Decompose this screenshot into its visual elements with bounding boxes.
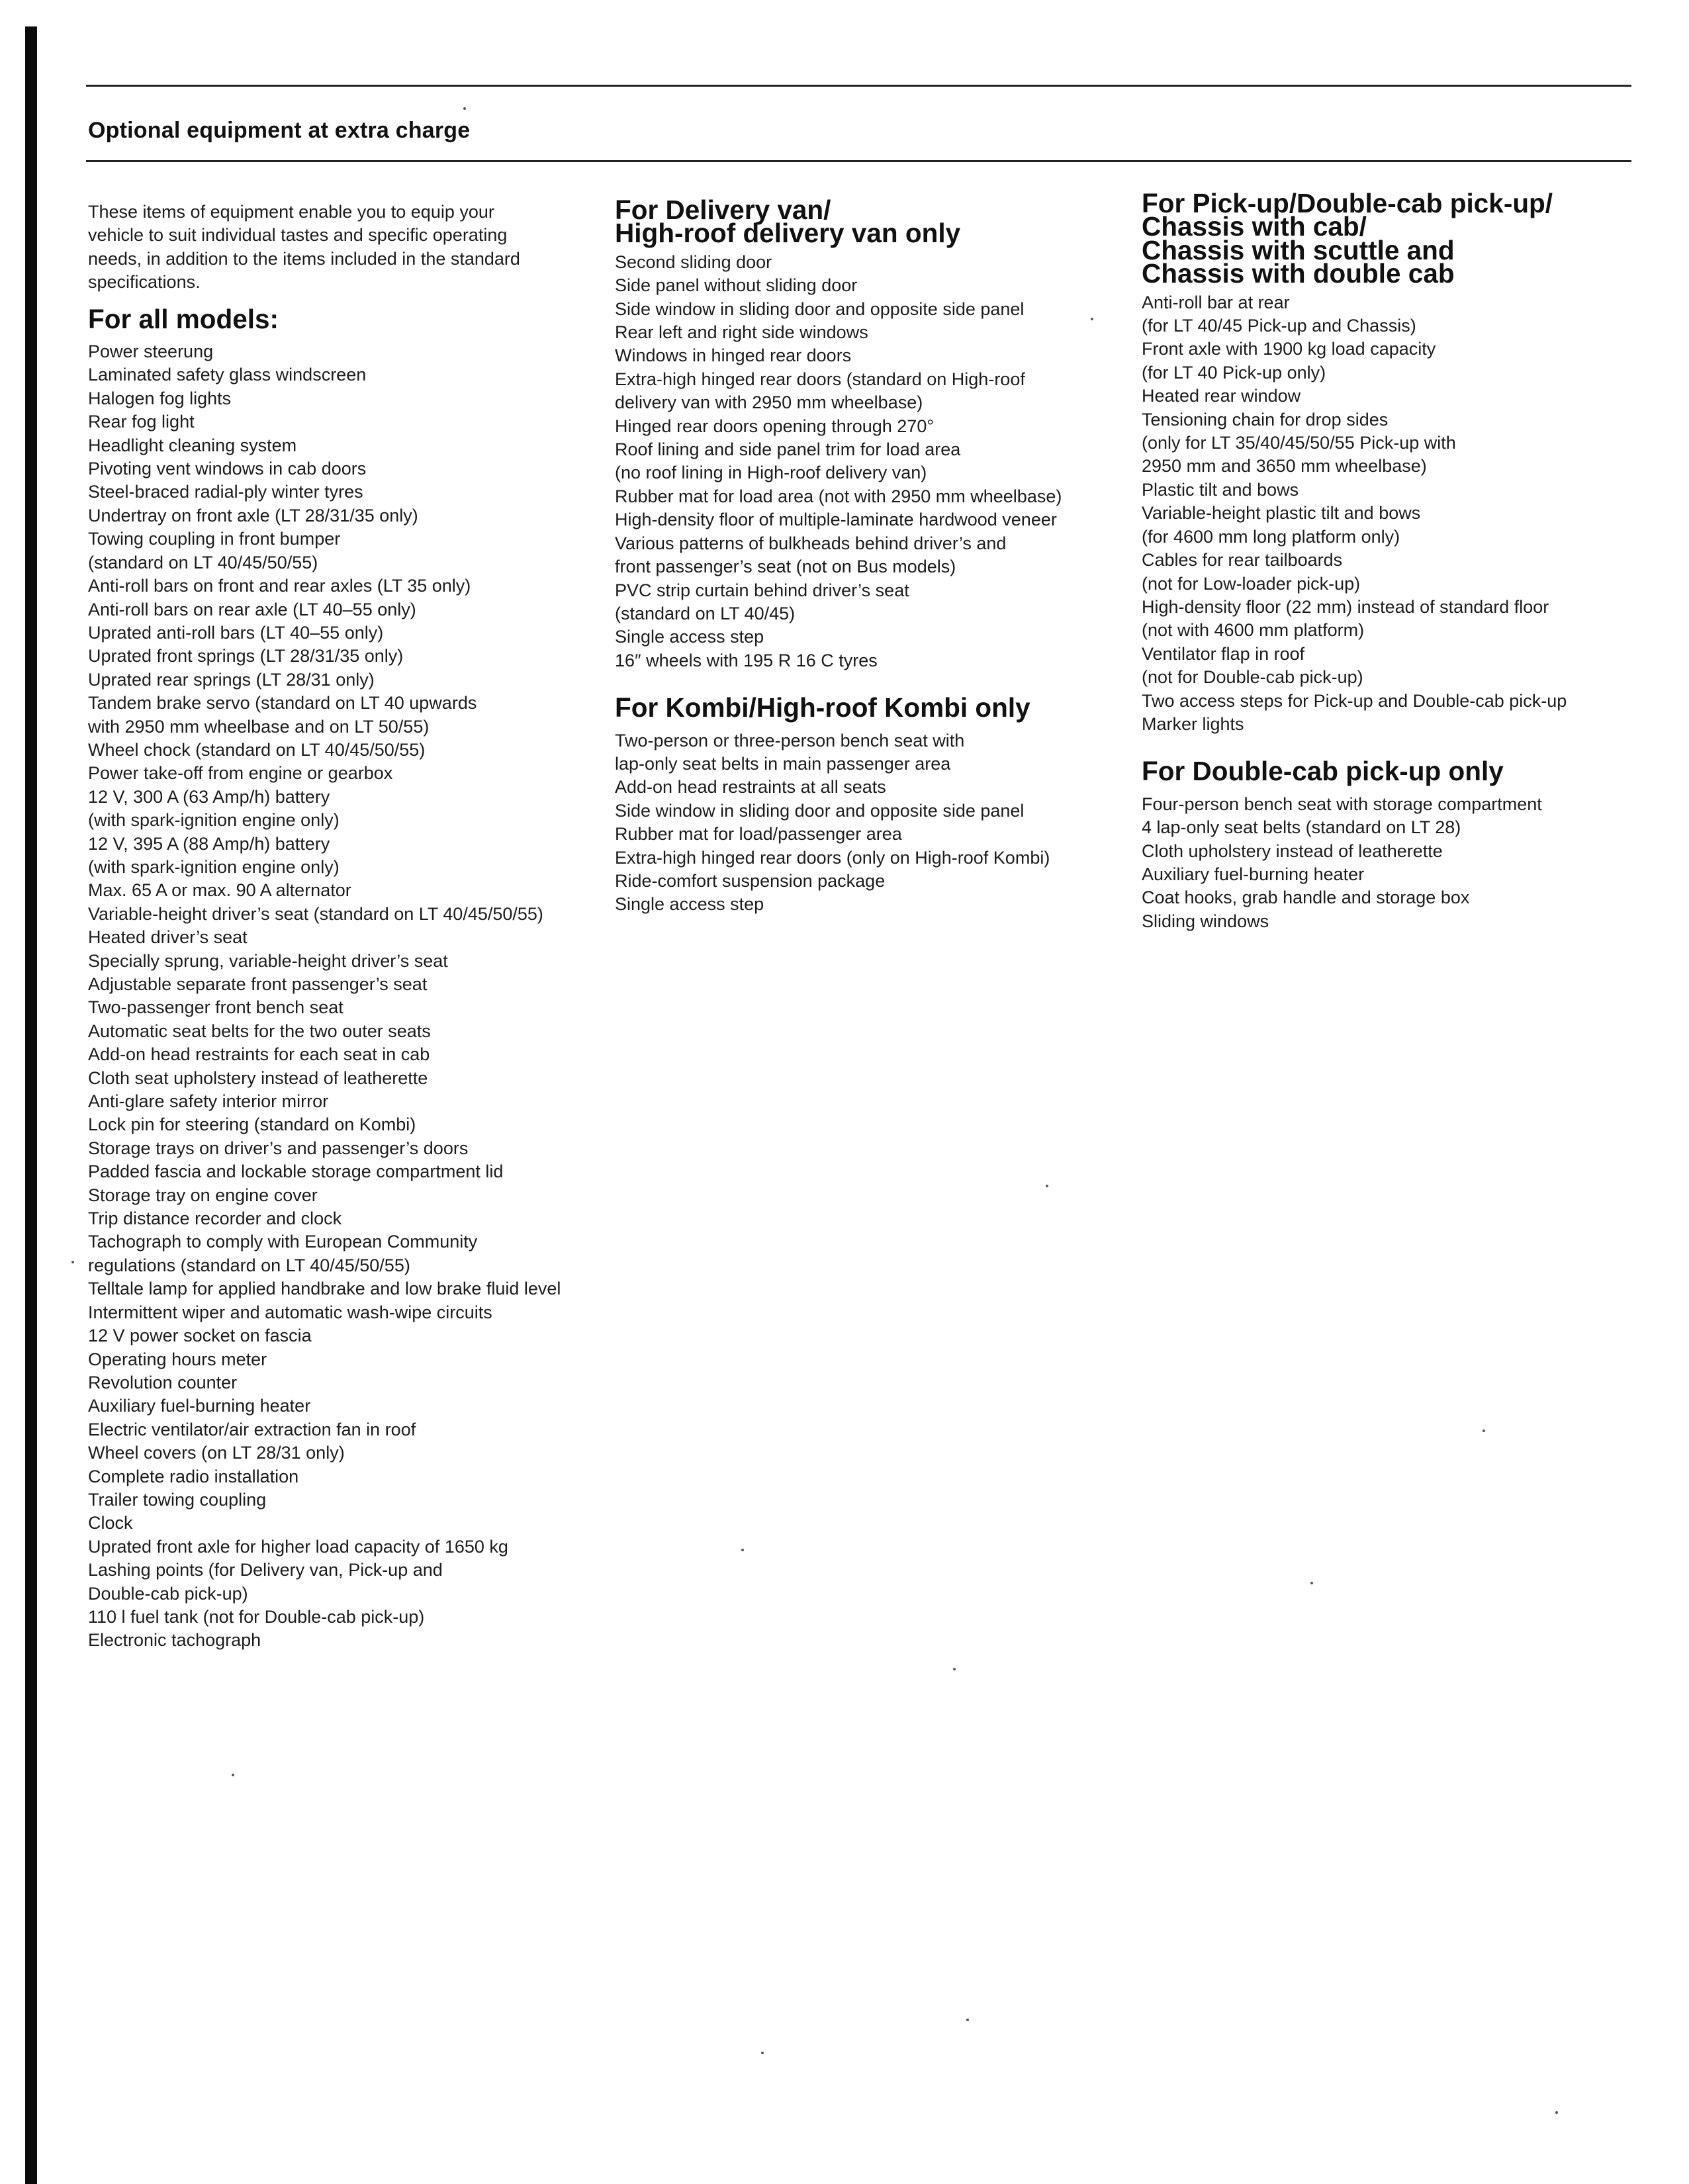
equipment-item-line: Uprated rear springs (LT 28/31 only) [88, 669, 375, 690]
equipment-item-line: (with spark-ignition engine only) [88, 856, 340, 877]
equipment-item [88, 833, 617, 880]
equipment-item [88, 527, 617, 574]
double-cab-list [1142, 793, 1618, 933]
equipment-item [615, 438, 1144, 485]
scan-speck [761, 2052, 764, 2054]
heading-line: High-roof delivery van only [615, 218, 961, 249]
equipment-item-line: Anti-roll bar at rear [1142, 292, 1290, 312]
equipment-item [88, 1629, 617, 1652]
equipment-item [1142, 385, 1618, 408]
equipment-item [88, 786, 617, 833]
equipment-item-line: Revolution counter [88, 1372, 238, 1392]
equipment-item [615, 532, 1144, 579]
equipment-item [88, 1418, 617, 1441]
all-models-list [88, 340, 617, 1653]
equipment-item-line: 4 lap-only seat belts (standard on LT 28) [1142, 817, 1461, 838]
equipment-item-line: Electric ventilator/air extraction fan in roof [88, 1419, 416, 1439]
equipment-item [1142, 502, 1618, 549]
intro-line: vehicle to suit individual tastes and specific operating [88, 225, 508, 246]
equipment-item-line: (standard on LT 40/45) [615, 603, 796, 623]
equipment-item [615, 579, 1144, 626]
equipment-item-line: Towing coupling in front bumper [88, 529, 341, 549]
equipment-item-line: Anti-roll bars on front and rear axles (LT 35 only) [88, 576, 471, 596]
equipment-item [88, 363, 617, 387]
equipment-item [88, 387, 617, 410]
equipment-item [88, 692, 617, 739]
equipment-item-line: Roof lining and side panel trim for load area [615, 439, 961, 460]
equipment-item-line: Double-cab pick-up) [88, 1583, 248, 1604]
equipment-item [88, 1067, 617, 1090]
equipment-item-line: Marker lights [1142, 713, 1244, 734]
equipment-item-line: Heated rear window [1142, 386, 1301, 406]
equipment-item [1142, 408, 1618, 478]
equipment-item-line: (for 4600 mm long platform only) [1142, 526, 1400, 547]
equipment-item [88, 1371, 617, 1394]
equipment-item-line: Uprated front axle for higher load capacity of 1650 kg [88, 1536, 508, 1557]
equipment-item-line: Sliding windows [1142, 911, 1269, 931]
equipment-item-line: Hinged rear doors opening through 270° [615, 416, 935, 436]
equipment-item [88, 1324, 617, 1347]
intro-line: These items of equipment enable you to equip your [88, 202, 494, 222]
equipment-item-line: 2950 mm and 3650 mm wheelbase) [1142, 456, 1427, 477]
equipment-item [88, 1606, 617, 1629]
equipment-item-line: Extra-high hinged rear doors (only on High-roof Kombi) [615, 847, 1050, 868]
equipment-item-line: Various patterns of bulkheads behind driver’s and [615, 533, 1007, 553]
equipment-item-line: Wheel chock (standard on LT 40/45/50/55) [88, 739, 426, 760]
equipment-item [88, 645, 617, 668]
equipment-item [88, 1394, 617, 1418]
equipment-item [1142, 690, 1618, 713]
heading-line: For all models: [88, 303, 279, 334]
equipment-item-line: Trip distance recorder and clock [88, 1208, 342, 1229]
equipment-item [615, 846, 1144, 870]
equipment-item-line: High-density floor (22 mm) instead of standard floor [1142, 596, 1549, 617]
equipment-item [615, 415, 1144, 438]
equipment-item [88, 1348, 617, 1371]
equipment-item [1142, 840, 1618, 863]
scan-edge-bar [25, 26, 37, 2184]
equipment-item [88, 504, 617, 527]
equipment-item-line: Specially sprung, variable-height driver’s seat [88, 950, 448, 971]
scan-speck [1555, 2111, 1558, 2114]
equipment-item-line: Rear fog light [88, 412, 195, 432]
equipment-item [1142, 338, 1618, 385]
equipment-item-line: Uprated front springs (LT 28/31/35 only) [88, 646, 404, 666]
equipment-item-line: Variable-height plastic tilt and bows [1142, 503, 1421, 523]
equipment-item-line: Power steerung [88, 341, 214, 362]
column-pickup-chassis [1142, 188, 1618, 933]
scan-speck [1310, 1582, 1313, 1584]
equipment-item-line: Uprated anti-roll bars (LT 40–55 only) [88, 622, 384, 643]
heading-kombi [615, 692, 1144, 723]
equipment-item-line: Undertray on front axle (LT 28/31/35 only) [88, 505, 418, 525]
column-delivery-kombi [615, 195, 1144, 917]
equipment-item [88, 457, 617, 480]
equipment-item-line: Rubber mat for load/passenger area [615, 824, 902, 844]
equipment-item-line: Two-person or three-person bench seat with [615, 730, 965, 751]
equipment-item-line: High-density floor of multiple-laminate hardwood veneer [615, 510, 1057, 530]
equipment-item [1142, 793, 1618, 816]
heading-line: Chassis with scuttle and [1142, 234, 1455, 265]
equipment-item [88, 1559, 617, 1606]
equipment-item [615, 625, 1144, 649]
equipment-item-line: Laminated safety glass windscreen [88, 365, 367, 385]
equipment-item-line: Power take-off from engine or gearbox [88, 763, 393, 784]
intro-line: specifications. [88, 272, 201, 293]
equipment-item [88, 903, 617, 926]
equipment-item-line: Telltale lamp for applied handbrake and low brake fluid level [88, 1279, 561, 1299]
equipment-item [1142, 291, 1618, 338]
equipment-item-line: Steel-braced radial-ply winter tyres [88, 482, 363, 502]
equipment-item-line: lap-only seat belts in main passenger area [615, 753, 951, 774]
equipment-item-line: Add-on head restraints at all seats [615, 777, 886, 797]
equipment-item-line: Tachograph to comply with European Community [88, 1232, 478, 1252]
column-all-models [88, 201, 617, 1653]
equipment-item-line: Side window in sliding door and opposite side panel [615, 298, 1025, 319]
equipment-item [88, 668, 617, 692]
equipment-item-line: Four-person bench seat with storage compartment [1142, 794, 1542, 814]
equipment-item-line: Front axle with 1900 kg load capacity [1142, 339, 1436, 359]
equipment-item [88, 1160, 617, 1183]
heading-line: For Double-cab pick-up only [1142, 756, 1504, 787]
heading-double-cab [1142, 756, 1618, 787]
equipment-item-line: Max. 65 A or max. 90 A alternator [88, 880, 351, 901]
equipment-item-line: Tensioning chain for drop sides [1142, 409, 1389, 430]
heading-line: Chassis with double cab [1142, 258, 1455, 289]
equipment-item [615, 893, 1144, 916]
heading-line: Chassis with cab/ [1142, 211, 1367, 242]
equipment-item-line: Electronic tachograph [88, 1630, 261, 1651]
heading-line: For Kombi/High-roof Kombi only [615, 692, 1030, 723]
equipment-item-line: Cloth upholstery instead of leatherette [1142, 841, 1443, 861]
equipment-item-line: Second sliding door [615, 251, 772, 272]
equipment-item-line: (no roof lining in High-roof delivery van) [615, 463, 927, 483]
equipment-item [88, 1137, 617, 1160]
equipment-item [88, 1184, 617, 1207]
equipment-item-line: front passenger’s seat (not on Bus models) [615, 557, 956, 577]
equipment-item [88, 739, 617, 762]
equipment-item [88, 1441, 617, 1465]
equipment-item [615, 823, 1144, 846]
equipment-item-line: Ventilator flap in roof [1142, 643, 1305, 664]
equipment-item [1142, 478, 1618, 502]
equipment-item [1142, 713, 1618, 736]
equipment-item [88, 1465, 617, 1488]
equipment-item-line: (not with 4600 mm platform) [1142, 620, 1365, 641]
equipment-item [1142, 643, 1618, 690]
equipment-item-line: Lashing points (for Delivery van, Pick-up and [88, 1560, 443, 1580]
equipment-item-line: Single access step [615, 627, 764, 647]
equipment-item-line: Padded fascia and lockable storage compartment lid [88, 1161, 504, 1182]
equipment-item [88, 434, 617, 457]
equipment-item-line: Two access steps for Pick-up and Double-cab pick-up [1142, 690, 1567, 711]
equipment-item-line: Wheel covers (on LT 28/31 only) [88, 1443, 345, 1463]
equipment-item [1142, 549, 1618, 596]
scan-speck [953, 1668, 956, 1670]
equipment-item [88, 879, 617, 902]
equipment-item [88, 926, 617, 949]
pickup-chassis-list [1142, 291, 1618, 737]
equipment-item [88, 1207, 617, 1230]
equipment-item-line: (for LT 40/45 Pick-up and Chassis) [1142, 316, 1416, 336]
equipment-item [88, 996, 617, 1019]
heading-pickup-chassis [1142, 188, 1618, 289]
equipment-item [615, 508, 1144, 531]
equipment-item-line: Side panel without sliding door [615, 275, 858, 296]
scan-speck [232, 1774, 234, 1776]
equipment-item-line: Trailer towing coupling [88, 1489, 267, 1510]
heading-all-models [88, 303, 617, 334]
equipment-item-line: Storage tray on engine cover [88, 1185, 318, 1205]
top-rule [86, 85, 1631, 87]
equipment-item [88, 1512, 617, 1535]
equipment-item-line: 16″ wheels with 195 R 16 C tyres [615, 650, 878, 670]
equipment-item-line: Add-on head restraints for each seat in cab [88, 1044, 430, 1065]
equipment-item [615, 485, 1144, 508]
equipment-item [615, 251, 1144, 274]
equipment-item [615, 368, 1144, 415]
equipment-item-line: (not for Low-loader pick-up) [1142, 573, 1361, 594]
equipment-item-line: Heated driver’s seat [88, 927, 248, 948]
scan-speck [966, 2019, 969, 2021]
equipment-item [88, 1090, 617, 1113]
equipment-item-line: with 2950 mm wheelbase and on LT 50/55) [88, 716, 430, 737]
equipment-item-line: (not for Double-cab pick-up) [1142, 667, 1363, 688]
equipment-item [1142, 910, 1618, 933]
equipment-item-line: Headlight cleaning system [88, 435, 297, 455]
equipment-item [88, 950, 617, 973]
equipment-item-line: Variable-height driver’s seat (standard on LT 40/45/50/55) [88, 903, 543, 924]
equipment-item-line: Cables for rear tailboards [1142, 550, 1343, 570]
equipment-item-line: 12 V, 395 A (88 Amp/h) battery [88, 833, 330, 854]
equipment-item-line: Auxiliary fuel-burning heater [88, 1396, 311, 1416]
scan-speck [1046, 1185, 1048, 1187]
equipment-item [88, 340, 617, 363]
equipment-item-line: Rear left and right side windows [615, 322, 868, 343]
equipment-item-line: Storage trays on driver’s and passenger’s doors [88, 1138, 469, 1158]
equipment-item-line: (with spark-ignition engine only) [88, 810, 340, 831]
equipment-item-line: Rubber mat for load area (not with 2950 mm wheelbase) [615, 486, 1062, 506]
equipment-item [88, 574, 617, 598]
equipment-item [615, 274, 1144, 297]
equipment-item [88, 1230, 617, 1277]
equipment-item-line: Two-passenger front bench seat [88, 997, 343, 1018]
equipment-item-line: 110 l fuel tank (not for Double-cab pick-up) [88, 1606, 425, 1627]
kombi-list [615, 729, 1144, 917]
scan-speck [741, 1549, 744, 1551]
delivery-van-list [615, 251, 1144, 672]
equipment-item [88, 621, 617, 645]
equipment-item-line: Anti-glare safety interior mirror [88, 1091, 329, 1112]
equipment-item-line: (for LT 40 Pick-up only) [1142, 362, 1326, 383]
heading-delivery-van [615, 195, 1144, 249]
scan-speck [1091, 318, 1093, 320]
equipment-item-line: Single access step [615, 894, 764, 915]
equipment-item [88, 598, 617, 621]
equipment-item [615, 298, 1144, 321]
equipment-item-line: Pivoting vent windows in cab doors [88, 459, 367, 479]
equipment-item [615, 344, 1144, 367]
equipment-item [1142, 886, 1618, 909]
equipment-item-line: Side window in sliding door and opposite side panel [615, 800, 1025, 821]
equipment-item [88, 973, 617, 996]
equipment-item [1142, 816, 1618, 839]
title-rule [86, 160, 1631, 162]
equipment-item [615, 729, 1144, 776]
equipment-item [88, 1301, 617, 1324]
equipment-item-line: delivery van with 2950 mm wheelbase) [615, 392, 923, 413]
equipment-item [88, 480, 617, 504]
equipment-item-line: Anti-roll bars on rear axle (LT 40–55 only) [88, 599, 416, 619]
equipment-item [615, 649, 1144, 672]
equipment-item [88, 410, 617, 433]
equipment-item-line: Intermittent wiper and automatic wash-wipe circuits [88, 1302, 492, 1322]
equipment-item-line: PVC strip curtain behind driver’s seat [615, 580, 909, 600]
equipment-item [88, 1113, 617, 1136]
intro-line: needs, in addition to the items included in the standard [88, 248, 520, 269]
equipment-item-line: 12 V power socket on fascia [88, 1326, 312, 1346]
equipment-item [88, 1535, 617, 1559]
equipment-item-line: Ride-comfort suspension package [615, 870, 886, 891]
equipment-item [615, 799, 1144, 823]
equipment-item-line: Cloth seat upholstery instead of leatherette [88, 1068, 428, 1088]
scan-speck [1483, 1430, 1485, 1432]
equipment-item-line: Operating hours meter [88, 1349, 267, 1369]
equipment-item [615, 321, 1144, 344]
equipment-item-line: Adjustable separate front passenger’s seat [88, 974, 428, 994]
page-title: Optional equipment at extra charge [88, 118, 471, 143]
equipment-item [1142, 596, 1618, 643]
equipment-item-line: regulations (standard on LT 40/45/50/55) [88, 1255, 410, 1275]
equipment-item-line: Extra-high hinged rear doors (standard on High-roof [615, 369, 1025, 389]
scan-speck [71, 1261, 74, 1263]
equipment-item-line: Plastic tilt and bows [1142, 479, 1299, 500]
equipment-item-line: Coat hooks, grab handle and storage box [1142, 887, 1470, 908]
heading-line: For Pick-up/Double-cab pick-up/ [1142, 188, 1553, 218]
equipment-item [88, 1043, 617, 1066]
equipment-item-line: Halogen fog lights [88, 388, 232, 408]
equipment-item-line: Tandem brake servo (standard on LT 40 upwards [88, 693, 477, 713]
heading-line: For Delivery van/ [615, 195, 831, 225]
equipment-item-line: (standard on LT 40/45/50/55) [88, 552, 318, 572]
equipment-item [88, 1488, 617, 1512]
equipment-item [615, 870, 1144, 893]
equipment-item [1142, 863, 1618, 886]
equipment-item-line: Lock pin for steering (standard on Kombi) [88, 1115, 416, 1135]
equipment-item [88, 1277, 617, 1300]
equipment-item-line: 12 V, 300 A (63 Amp/h) battery [88, 786, 330, 807]
equipment-item-line: Windows in hinged rear doors [615, 345, 852, 366]
equipment-item [88, 1020, 617, 1043]
equipment-item [615, 776, 1144, 799]
equipment-item-line: Automatic seat belts for the two outer seats [88, 1021, 431, 1041]
equipment-item [88, 762, 617, 785]
equipment-item-line: (only for LT 35/40/45/50/55 Pick-up with [1142, 433, 1456, 453]
equipment-item-line: Auxiliary fuel-burning heater [1142, 864, 1365, 884]
equipment-item-line: Complete radio installation [88, 1466, 299, 1486]
scan-speck [463, 107, 466, 110]
equipment-item-line: Clock [88, 1513, 133, 1533]
intro-paragraph [88, 201, 617, 295]
